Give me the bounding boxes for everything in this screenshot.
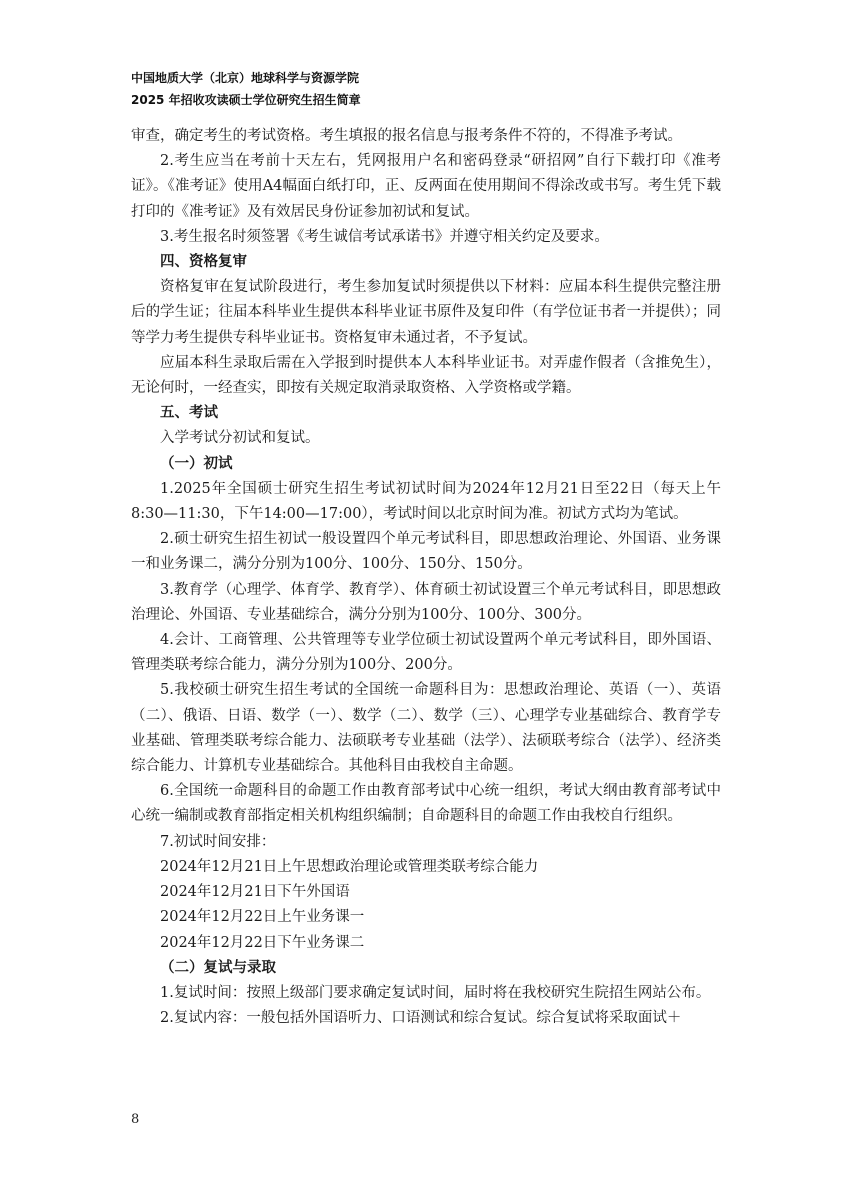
page-number: 8 <box>131 1112 140 1127</box>
paragraph: 5.我校硕士研究生招生考试的全国统一命题科目为：思想政治理论、英语（一）、英语（二）、俄语、日语、数学（一）、数学（二）、数学（三）、心理学专业基础综合、教育学专业基础、管理类联考综合能力、法硕联考专业基础（法学）、法硕联考综合（法学）、经济类综合能力、计算机专业基础综合。其他科目由我校自主命题。 <box>131 682 721 775</box>
paragraph: 2.考生应当在考前十天左右，凭网报用户名和密码登录“研招网”自行下载打印《准考证》。《准考证》使用A4幅面白纸打印，正、反两面在使用期间不得涂改或书写。考生凭下载打印的《准考证》及有效居民身份证参加初试和复试。 <box>131 153 721 220</box>
schedule-item: 2024年12月22日下午业务课二 <box>160 934 365 951</box>
schedule-item: 2024年12月21日下午外国语 <box>160 884 350 901</box>
paragraph: 3.考生报名时须签署《考生诚信考试承诺书》并遵守相关约定及要求。 <box>160 228 609 245</box>
header-institution: 中国地质大学（北京）地球科学与资源学院 <box>131 71 360 85</box>
paragraph: 2.硕士研究生招生初试一般设置四个单元考试科目，即思想政治理论、外国语、业务课一和业务课二，满分分别为100分、100分、150分、150分。 <box>131 531 721 573</box>
paragraph: 入学考试分初试和复试。 <box>160 430 320 447</box>
section-heading-qualification-review: 四、资格复审 <box>160 254 247 271</box>
paragraph: 1.2025年全国硕士研究生招生考试初试时间为2024年12月21日至22日（每天上午8:30—11:30，下午14:00—17:00），考试时间以北京时间为准。初试方式均为笔试。 <box>131 480 721 523</box>
paragraph: 1.复试时间：按照上级部门要求确定复试时间，届时将在我校研究生院招生网站公布。 <box>160 984 711 1001</box>
document-body <box>131 124 721 1031</box>
schedule-item: 2024年12月22日上午业务课一 <box>160 909 365 926</box>
paragraph: 2.复试内容：一般包括外国语听力、口语测试和综合复试。综合复试将采取面试＋ <box>160 1010 682 1027</box>
paragraph: 6.全国统一命题科目的命题工作由教育部考试中心统一组织，考试大纲由教育部考试中心统一编制或教育部指定相关机构组织编制；自命题科目的命题工作由我校自行组织。 <box>131 783 721 825</box>
subsection-heading-retest-admission: （二）复试与录取 <box>160 959 276 976</box>
header-title: 2025 年招收攻读硕士学位研究生招生简章 <box>131 93 361 107</box>
paragraph: 4.会计、工商管理、公共管理等专业学位硕士初试设置两个单元考试科目，即外国语、管理类联考综合能力，满分分别为100分、200分。 <box>131 632 721 674</box>
document-header <box>131 67 361 111</box>
paragraph: 资格复审在复试阶段进行，考生参加复试时须提供以下材料：应届本科生提供完整注册后的学生证；往届本科毕业生提供本科毕业证书原件及复印件（有学位证书者一并提供）；同等学力考生提供专科毕业证书。资格复审未通过者，不予复试。 <box>131 279 721 346</box>
paragraph: 7.初试时间安排： <box>160 833 276 850</box>
schedule-item: 2024年12月21日上午思想政治理论或管理类联考综合能力 <box>160 858 539 875</box>
paragraph: 审查，确定考生的考试资格。考生填报的报名信息与报考条件不符的，不得准予考试。 <box>131 128 682 144</box>
paragraph: 3.教育学（心理学、体育学、教育学）、体育硕士初试设置三个单元考试科目，即思想政治理论、外国语、专业基础综合，满分分别为100分、100分、300分。 <box>131 581 721 623</box>
section-heading-exam: 五、考试 <box>160 405 218 422</box>
paragraph: 应届本科生录取后需在入学报到时提供本人本科毕业证书。对弄虚作假者（含推免生），无论何时，一经查实，即按有关规定取消录取资格、入学资格或学籍。 <box>131 354 721 397</box>
subsection-heading-preliminary: （一）初试 <box>160 455 233 472</box>
